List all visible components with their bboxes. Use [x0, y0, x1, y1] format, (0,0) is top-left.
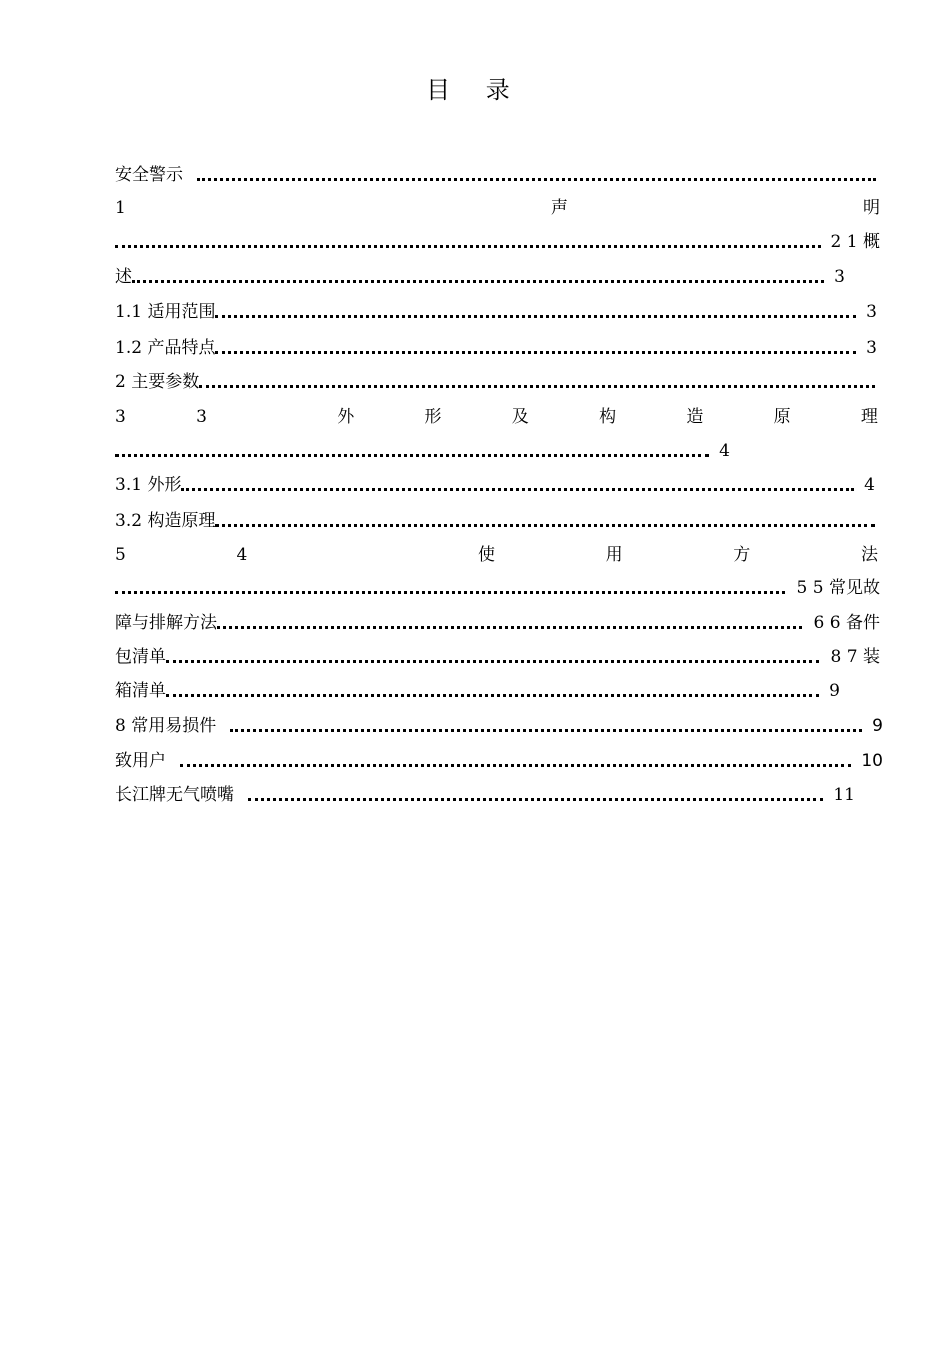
dot-leader	[215, 315, 856, 318]
dot-leader	[230, 729, 862, 732]
toc-line	[115, 160, 880, 190]
toc-line	[115, 573, 880, 603]
toc-word: 1	[115, 198, 126, 218]
toc-page-number: 3	[834, 267, 845, 287]
toc-word: 造	[686, 407, 704, 427]
toc-line	[115, 193, 880, 223]
toc-word: 3	[196, 407, 207, 427]
toc-page-number: 6 6 备件	[813, 613, 880, 633]
toc-line	[115, 711, 883, 741]
toc-page-number: 4	[864, 475, 875, 495]
toc-line	[115, 676, 840, 706]
dot-leader	[199, 385, 875, 388]
dot-leader	[215, 524, 875, 527]
dot-leader	[215, 351, 856, 354]
toc-line	[115, 746, 883, 776]
toc-entry-text: 箱清单	[115, 681, 166, 701]
toc-line	[115, 608, 880, 638]
toc-word: 法	[860, 545, 878, 565]
toc-page-number: 9	[872, 716, 883, 736]
toc-page-number: 3	[866, 338, 877, 358]
toc-word: 使	[477, 545, 495, 565]
toc-word: 明	[862, 198, 880, 218]
toc-line	[115, 227, 880, 257]
page-title: 目 录	[426, 76, 524, 104]
toc-word: 4	[236, 545, 248, 565]
toc-entry-text: 1.2 产品特点	[115, 338, 216, 358]
toc-line	[115, 333, 877, 363]
toc-entry-text: 致用户	[115, 751, 166, 771]
toc-entry-text: 1.1 适用范围	[115, 302, 216, 322]
toc-entry-text: 述	[115, 267, 132, 287]
toc-entry-text: 包清单	[115, 647, 166, 667]
toc-word: 原	[773, 407, 791, 427]
toc-line	[115, 367, 875, 397]
toc-word: 3	[115, 407, 126, 427]
toc-line	[115, 780, 855, 810]
toc-line	[115, 436, 730, 466]
toc-entry-text: 3.1 外形	[115, 475, 182, 495]
toc-word: 及	[511, 407, 529, 427]
toc-entry-text: 障与排解方法	[115, 613, 217, 633]
dot-leader	[166, 660, 819, 663]
toc-word: 形	[424, 407, 442, 427]
toc-entry-text: 2 主要参数	[115, 372, 200, 392]
toc-page-number: 3	[866, 302, 877, 322]
toc-word: 5	[115, 545, 126, 565]
toc-word: 理	[860, 407, 878, 427]
dot-leader	[115, 591, 785, 594]
dot-leader	[132, 280, 824, 283]
toc-line	[115, 506, 875, 536]
toc-entry-text: 8 常用易损件	[115, 716, 217, 736]
dot-leader	[197, 178, 876, 181]
toc-word: 外	[337, 407, 355, 427]
toc-word: 方	[733, 545, 751, 565]
toc-page-number: 2 1 概	[830, 232, 880, 252]
dot-leader	[181, 488, 854, 491]
toc-line	[115, 540, 878, 570]
dot-leader	[248, 798, 823, 801]
toc-word: 用	[605, 545, 623, 565]
toc-line	[115, 470, 875, 500]
toc-entry-text: 安全警示	[115, 165, 183, 185]
dot-leader	[180, 764, 851, 767]
dot-leader	[166, 694, 819, 697]
dot-leader	[217, 626, 802, 629]
toc-page-number: 9	[829, 681, 840, 701]
toc-page-number: 10	[861, 751, 883, 771]
toc-line	[115, 297, 877, 327]
toc-line	[115, 262, 845, 292]
dot-leader	[115, 245, 821, 248]
toc-line	[115, 642, 880, 672]
dot-leader	[115, 454, 709, 457]
toc-page-number: 8 7 装	[830, 647, 880, 667]
toc-word: 声	[550, 198, 568, 218]
toc-page-number: 11	[833, 785, 855, 805]
toc-page-number: 4	[719, 441, 730, 461]
toc-line	[115, 402, 878, 432]
toc-entry-text: 3.2 构造原理	[115, 511, 216, 531]
toc-page-number: 5 5 常见故	[796, 578, 880, 598]
toc-word: 构	[599, 407, 617, 427]
toc-entry-text: 长江牌无气喷嘴	[115, 785, 234, 805]
